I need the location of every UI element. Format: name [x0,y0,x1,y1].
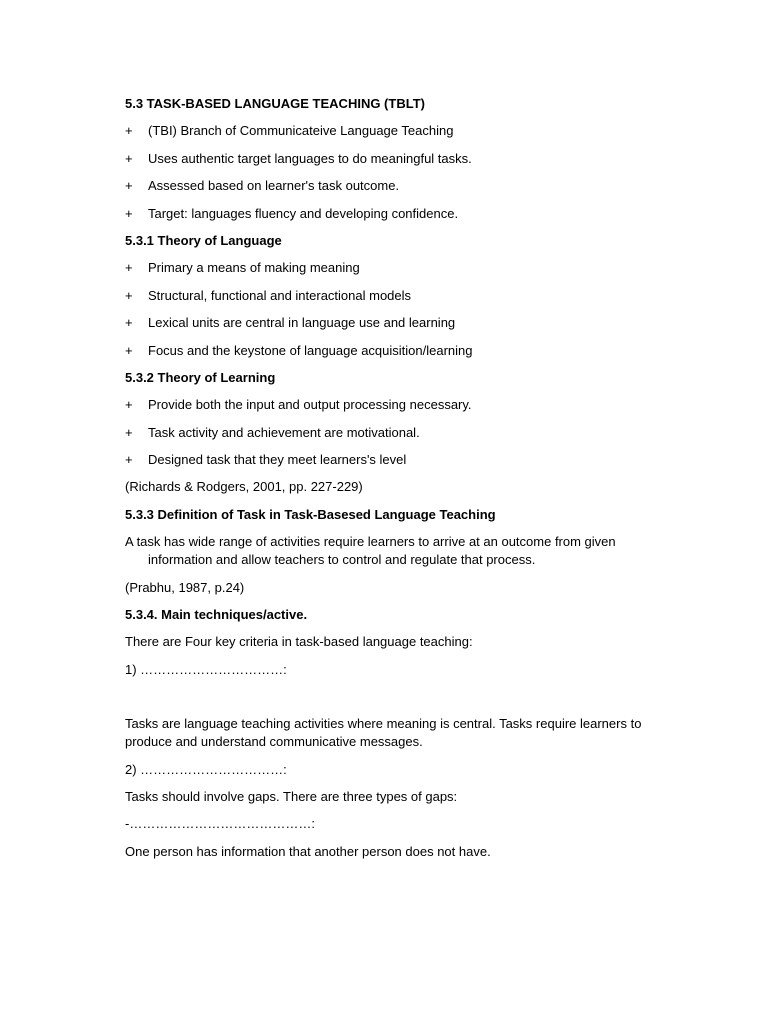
list-item [125,150,645,168]
criterion-1-paragraph: Tasks are language teaching activities where meaning is central. Tasks require learners to produce and understand communicative messages. [125,716,642,750]
list-item-text: Uses authentic target languages to do meaningful tasks. [148,150,472,166]
bullet-mark: + [125,424,133,440]
section-title: 5.3 TASK-BASED LANGUAGE TEACHING (TBLT) [125,96,425,111]
techniques-intro: There are Four key criteria in task-based language teaching: [125,634,473,650]
list-item [125,424,645,442]
list-item-text: Provide both the input and output processing necessary. [148,397,472,413]
list-item-text: Target: languages fluency and developing confidence. [148,205,459,221]
list-item-text: (TBI) Branch of Communicateive Language Teaching [148,123,454,139]
bullet-mark: + [125,452,133,468]
citation-prabhu: (Prabhu, 1987, p.24) [125,579,245,595]
list-item [125,205,645,223]
list-item [125,396,645,414]
document-page [125,95,645,870]
list-item-text: Task activity and achievement are motivational. [148,424,420,440]
criterion-2-label: 2) ……………………………: [125,761,287,777]
bullet-mark: + [125,342,133,358]
criterion-1-label: 1) ……………………………: [125,661,287,677]
list-item [125,287,645,305]
bullet-mark: + [125,315,133,331]
definition-paragraph: A task has wide range of activities require learners to arrive at an outcome from given information and allow teachers to control and regulate that process. [125,534,616,568]
bullet-mark: + [125,397,133,413]
bullet-mark: + [125,287,133,303]
criterion-2-paragraph: Tasks should involve gaps. There are three types of gaps: [125,788,458,804]
heading-main-techniques: 5.3.4. Main techniques/active. [125,607,308,623]
list-item-text: Lexical units are central in language use and learning [148,315,456,331]
bullet-mark: + [125,205,133,221]
list-item-text: Assessed based on learner's task outcome. [148,178,400,194]
list-item-text: Designed task that they meet learners's level [148,452,407,468]
gap-1-label: -……………………………………: [125,816,315,832]
citation-richards-rodgers: (Richards & Rodgers, 2001, pp. 227-229) [125,479,363,495]
list-item-text: Primary a means of making meaning [148,260,360,276]
list-item [125,314,645,332]
bullet-mark: + [125,150,133,166]
list-item [125,342,645,360]
bullet-mark: + [125,178,133,194]
list-item [125,259,645,277]
heading-theory-of-language: 5.3.1 Theory of Language [125,232,282,248]
bullet-mark: + [125,123,133,139]
list-item [125,177,645,195]
heading-theory-of-learning: 5.3.2 Theory of Learning [125,369,276,385]
bullet-mark: + [125,260,133,276]
list-item-text: Focus and the keystone of language acquisition/learning [148,342,473,358]
list-item-text: Structural, functional and interactional models [148,287,412,303]
list-item [125,451,645,469]
list-item [125,122,645,140]
heading-definition-of-task: 5.3.3 Definition of Task in Task-Basesed Language Teaching [125,506,496,522]
blank-line [125,688,645,715]
gap-1-paragraph: One person has information that another person does not have. [125,843,491,859]
